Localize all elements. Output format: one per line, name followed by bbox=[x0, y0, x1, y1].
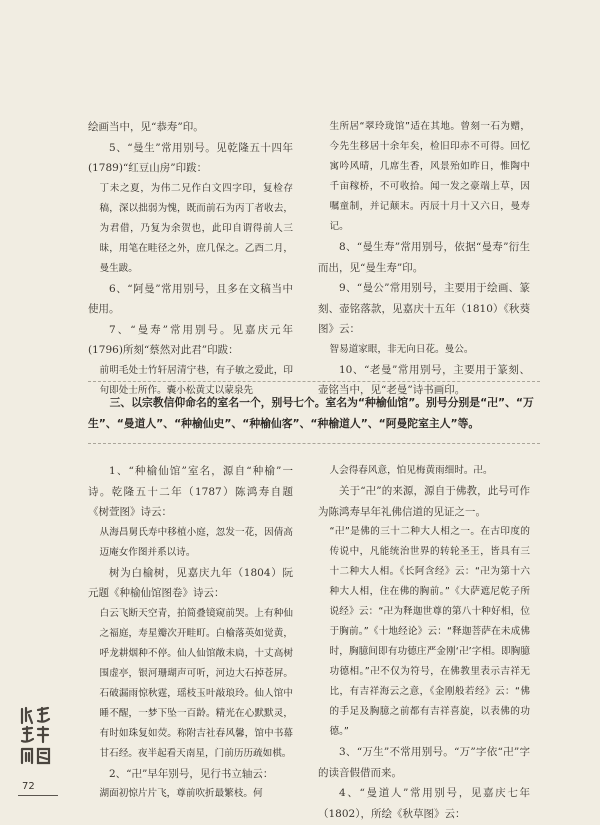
paragraph: 1、“种榆仙馆”室名，源自“种榆”一诗。乾隆五十二年（1787）陈鸿寿自题《树萱图》诗云： bbox=[88, 465, 293, 518]
paragraph: 6、“阿曼”常用别号，且多在文稿当中使用。 bbox=[88, 282, 293, 315]
quotation: 白云飞断天空青，拍简叠镜窥前哭。上有种仙之福庭，寿星瓣次开畦町。白榆落英如觉黄，呼龙耕烟种不停。仙人仙馆敞未扃，十丈高树围虚亭，银河珊瑚声可听，河边大石掉苍屏。石破漏雨惊秋霆，瑶枝玉叶敲琅玲。仙人馆中睡不醒，一梦下坠一百龄。精光在心默默灵，有时如珠复如荧。称附吉社春风馨，馆中书幕甘石经。夜半起看天南星，门前历历疏如棋。 bbox=[99, 607, 293, 759]
calligraphy-logo bbox=[18, 705, 52, 775]
quotation: 人会得春风意，怕见梅黄雨细时。卍。 bbox=[329, 465, 493, 476]
paragraph: 2、“卍”早年别号，见行书立轴云： bbox=[109, 767, 274, 780]
paragraph: 绘画当中，见“恭寿”印。 bbox=[88, 121, 204, 133]
quotation: 从海昌舅氏寿中移植小庭，忽发一花，因倩高迈庵女作图并系以诗。 bbox=[99, 526, 293, 558]
divider-top bbox=[88, 381, 540, 382]
quotation: 智易道家眼，非无向日花。曼公。 bbox=[329, 343, 474, 355]
paragraph: 7、“曼寿”常用别号。见嘉庆元年(1796)所刻“蔡然对此君”印跋： bbox=[88, 323, 293, 356]
paragraph: 8、“曼生寿”常用别号，依据“曼寿”衍生而出，见“曼生寿”印。 bbox=[318, 241, 530, 274]
column-bottom-left bbox=[88, 461, 293, 804]
page-number-rule bbox=[18, 795, 58, 796]
paragraph: 关于“卍”的来源，源自于佛教，此号可作为陈鸿寿早年礼佛信道的见证之一。 bbox=[318, 485, 530, 518]
column-top-left bbox=[88, 117, 293, 401]
section-heading: 三、以宗教信仰命名的室名一个，别号七个。室名为“种榆仙馆”。别号分别是“卍”、“万生”、“曼道人”、“种榆仙史”、“种榆仙客”、“种榆道人”、“阿曼陀室主人”等。 bbox=[88, 396, 534, 430]
divider-bottom bbox=[88, 443, 540, 444]
page-number: 72 bbox=[22, 781, 35, 792]
paragraph: 5、“曼生”常用别号。见乾隆五十四年(1789)“红豆山房”印跋： bbox=[88, 141, 293, 174]
quotation: 前明毛处士竹轩居清宁巷，有子敏之爱此，印句即处士所作。囊小松黄丈以蒙泉先 bbox=[99, 364, 293, 396]
paragraph: 4、“曼道人”常用别号，见嘉庆七年（1802），所绘《秋草图》云： bbox=[318, 787, 530, 820]
column-bottom-right bbox=[318, 461, 530, 824]
paragraph: 9、“曼公”常用别号，主要用于绘画、篆刻、壶铭落款，见嘉庆十五年（1810）《秋葵图》云： bbox=[318, 282, 530, 335]
quotation: “卍”是佛的三十二种大人相之一。在古印度的传说中，凡能统治世界的转轮圣王，皆具有三十二种大人相。《长阿含经》云：“卍为第十六种大人相，住在佛的胸前。”《大萨遮尼乾子所说经》云：“卍为释迦世尊的第八十种好相，位于胸前。”《十地经论》云：“释迦菩萨在未成佛时，胸臆间即有功德庄严金刚‘卍’字相。即胸臆功德相。”卍不仅为符号，在佛教里表示吉祥无比，有吉祥海云之意，《金刚般若经》云：“佛的手足及胸臆之前都有吉祥喜旋，以表佛的功德。” bbox=[329, 526, 530, 737]
quotation: 生所居“翠玲珑馆”适在其地。曾刻一石为赠，今先生移居十余年矣，检旧印赤不可得。回忆寓吟风晴，几席生香，风景殆如昨日，惟陶中千亩稼桥，不可收拾。闻一发之豪端上草，因嘱童制，并记颠末。丙辰十月十又六日，曼寿记。 bbox=[329, 121, 530, 232]
column-top-right bbox=[318, 117, 530, 401]
paragraph: 树为白榆树，见嘉庆九年（1804）阮元题《种榆仙馆图卷》诗云： bbox=[88, 566, 293, 599]
paragraph: 10、“老曼”常用别号，主要用于篆刻、壶铭当中，见“老曼”诗书画印。 bbox=[318, 363, 530, 396]
paragraph: 3、“万生”不常用别号。“万”字依“卍”字的读音假借而来。 bbox=[318, 746, 530, 779]
quotation: 丁未之夏，为伟二兄作白文四字印，复检存稿，深以拙弱为愧，既而前石为丙丁者收去，为君借，乃复为余贺也，此印自谓得前人三昧，用笔在畦径之外，庶几保之。乙酉二月，曼生跋。 bbox=[99, 182, 293, 274]
quotation: 湖面初惊片片飞，尊前吹折最繁枝。何 bbox=[99, 788, 263, 799]
